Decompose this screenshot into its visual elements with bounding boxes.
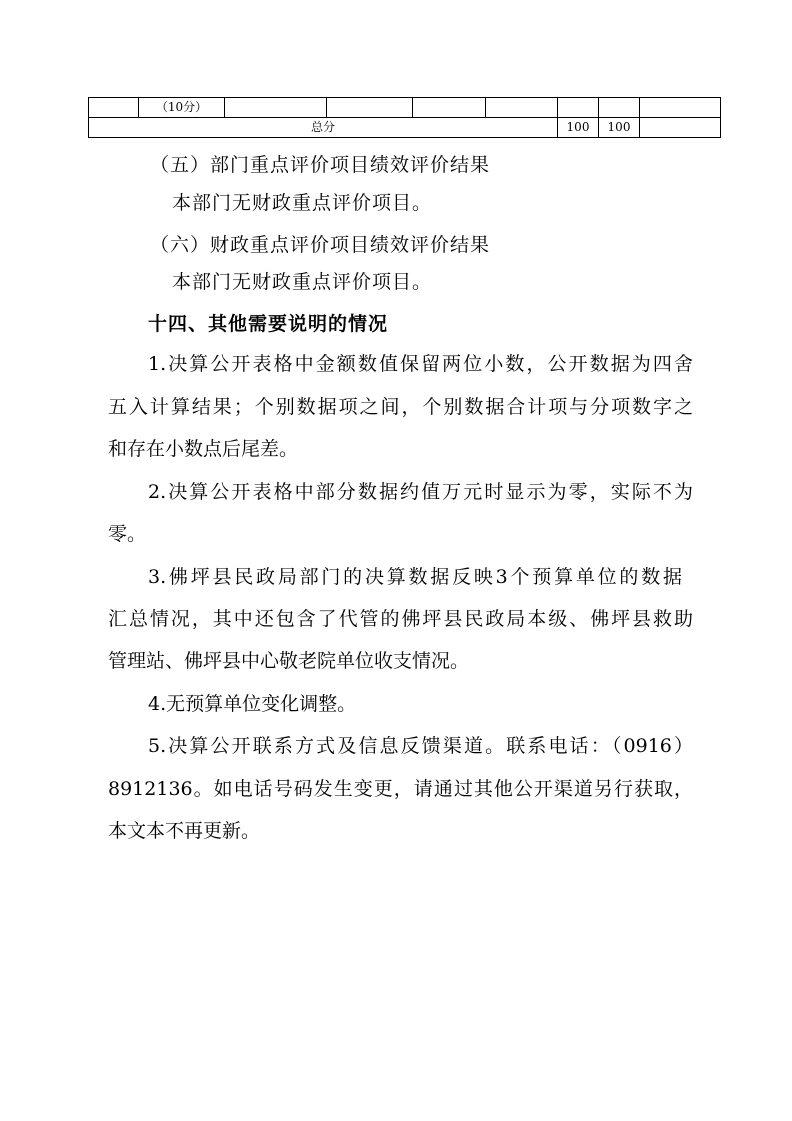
section-6-heading: （六）财政重点评价项目绩效评价结果 xyxy=(150,234,491,256)
table-cell xyxy=(640,118,721,138)
item-3-line-3: 管理站、佛坪县中心敬老院单位收支情况。 xyxy=(108,650,470,672)
table-cell xyxy=(640,98,721,118)
item-5-line-3: 本文本不再更新。 xyxy=(108,820,261,842)
item-1-line-3: 和存在小数点后尾差。 xyxy=(108,438,299,460)
table-cell xyxy=(486,98,558,118)
item-3-line-2: 汇总情况，其中还包含了代管的佛坪县民政局本级、佛坪县救助 xyxy=(108,608,693,630)
item-2-line-2: 零。 xyxy=(108,523,147,545)
item-3-line-1: 3.佛坪县民政局部门的决算数据反映3个预算单位的数据 xyxy=(148,566,682,588)
section-5-text: 本部门无财政重点评价项目。 xyxy=(172,192,433,214)
section-6-text: 本部门无财政重点评价项目。 xyxy=(172,271,433,293)
item-4-line-1: 4.无预算单位变化调整。 xyxy=(148,693,357,715)
table-cell xyxy=(225,98,327,118)
table-cell xyxy=(558,98,599,118)
table-cell-score-weight: （10分） xyxy=(139,98,225,118)
score-table xyxy=(88,97,721,138)
item-5-line-2: 8912136。如电话号码发生变更，请通过其他公开渠道另行获取， xyxy=(108,778,693,800)
item-1-line-1: 1.决算公开表格中金额数值保留两位小数，公开数据为四舍 xyxy=(148,353,693,375)
table-cell xyxy=(413,98,486,118)
total-score-b: 100 xyxy=(599,118,640,138)
section-14-heading: 十四、其他需要说明的情况 xyxy=(148,313,389,335)
item-5-line-1: 5.决算公开联系方式及信息反馈渠道。联系电话：（0916） xyxy=(148,735,693,757)
table-row xyxy=(89,98,721,118)
table-row-total xyxy=(89,118,721,138)
section-5-heading: （五）部门重点评价项目绩效评价结果 xyxy=(150,154,491,176)
total-score-a: 100 xyxy=(558,118,599,138)
table-cell xyxy=(89,98,139,118)
item-1-line-2: 五入计算结果；个别数据项之间，个别数据合计项与分项数字之 xyxy=(108,396,693,418)
table-cell xyxy=(599,98,640,118)
total-label: 总分 xyxy=(89,118,558,138)
item-2-line-1: 2.决算公开表格中部分数据约值万元时显示为零，实际不为 xyxy=(148,481,693,503)
table-cell xyxy=(327,98,413,118)
